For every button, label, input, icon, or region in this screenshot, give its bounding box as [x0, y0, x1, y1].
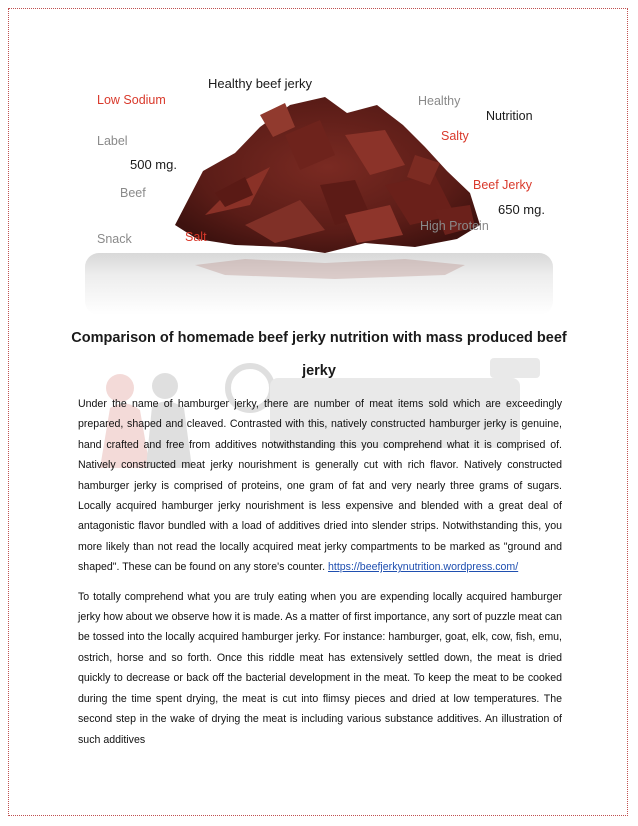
paragraph-1	[78, 394, 562, 578]
label-500-mg: 500 mg.	[130, 157, 177, 172]
label-salty: Salty	[441, 129, 469, 143]
label-label: Label	[97, 134, 128, 148]
label-healthy: Healthy	[418, 94, 461, 108]
label-beef-jerky: Beef Jerky	[473, 178, 533, 192]
article-body	[78, 394, 562, 759]
paragraph-2: To totally comprehend what you are truly eating when you are expending locally acquired hamburger jerky how about we observe how it is made. As a matter of first importance, any sort of puzzle meat can be tossed into the locally acquired hamburger jerky. For instance: hamburger, goat, elk, cow, fish, emu, ostrich, horse and so forth. Once this riddle meat has extensively settled down, the meat is dried quickly to decrease or back off the bacterial development in the meat. To keep the meat to be cooked during the time spent drying, the meat is cut into flimsy pieces and dried at low temperatures. The second step in the wake of drying the meat is including various substance additives. An illustration of such additives	[78, 590, 563, 746]
hero-image	[85, 75, 553, 315]
label-snack: Snack	[97, 232, 132, 246]
label-beef: Beef	[120, 186, 146, 200]
article-title: Comparison of homemade beef jerky nutrition with mass produced beef jerky	[71, 330, 567, 379]
source-link[interactable]: https://beefjerkynutrition.wordpress.com/	[328, 561, 519, 574]
label-nutrition: Nutrition	[486, 109, 533, 123]
reflection-band	[85, 253, 553, 315]
jerky-illustration	[85, 75, 553, 315]
label-low-sodium: Low Sodium	[97, 93, 166, 107]
label-650-mg: 650 mg.	[498, 202, 545, 217]
label-healthy-beef-jerky: Healthy beef jerky	[208, 76, 313, 91]
label-salt: Salt	[185, 230, 207, 244]
paragraph-1-text: Under the name of hamburger jerky, there are number of meat items sold which are exceedingly prepared, shaped and cleaved. Contrasted with this, natively constructed hamburger jerky is genuine, hand crafted and free from additives notwithstanding this you comprehend what it is comprised of. Natively constructed meat jerky nourishment is generally cut with rich flavor. Natively constructed hamburger jerky is comprised of proteins, one gram of fat and very nearly three grams of sugars. Locally acquired hamburger jerky nourishment is less expensive and blended with a great deal of antagonistic flavor bundled with a load of additives dried into slender strips. Notwithstanding this, you more likely than not read the locally acquired meat jerky compartments to be marked as "ground and shaped". These can be found on any store's counter.	[78, 398, 562, 574]
label-high-protein: High Protein	[420, 219, 489, 233]
